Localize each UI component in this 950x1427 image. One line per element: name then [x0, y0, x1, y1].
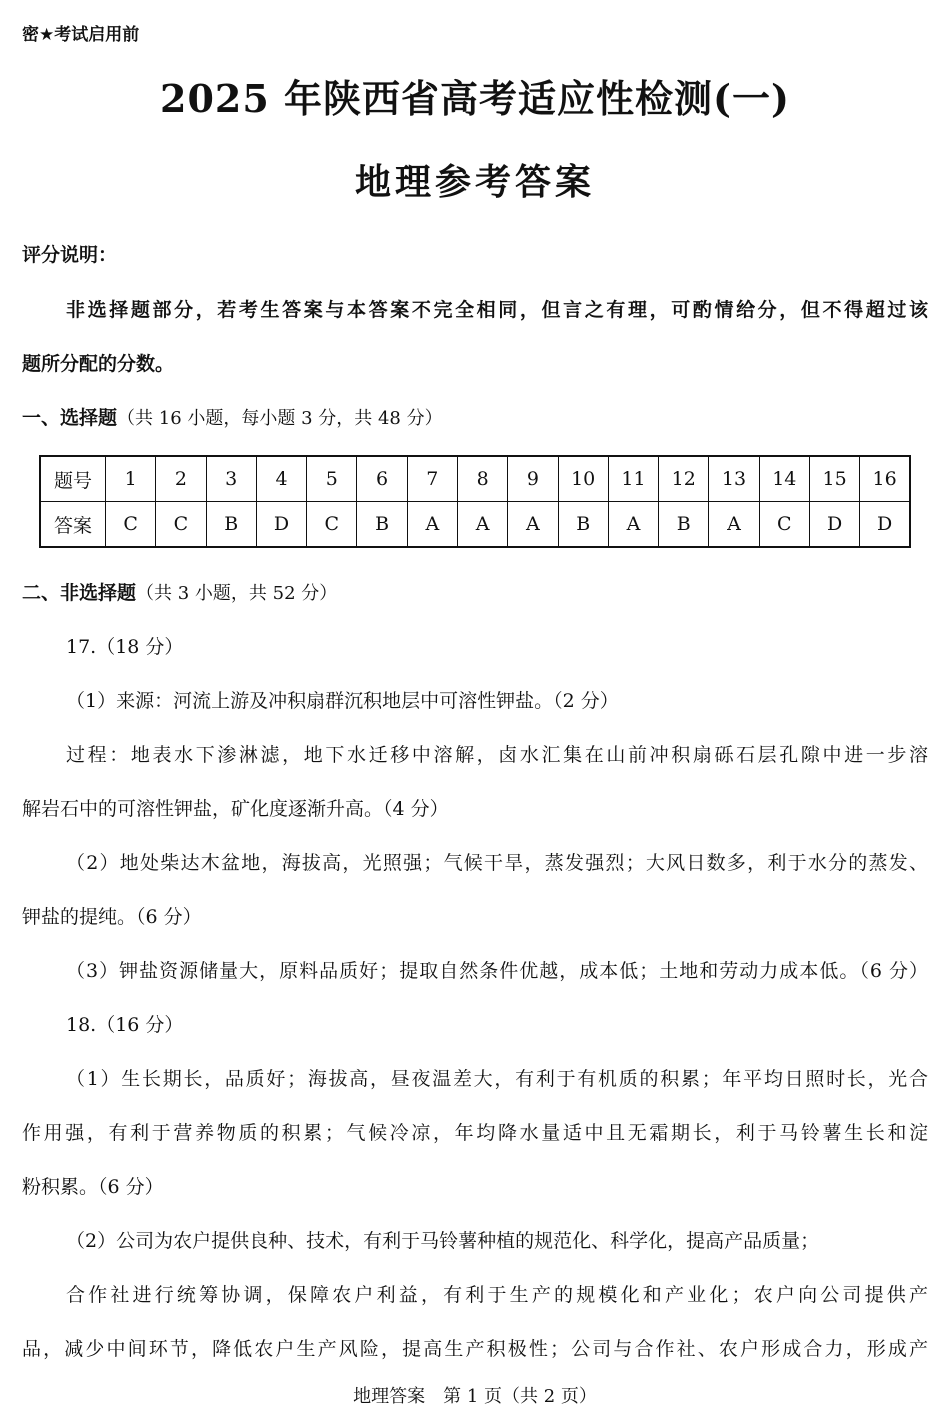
answer-cell: B [357, 502, 407, 548]
answer-line: （1）来源：河流上游及冲积扇群沉积地层中可溶性钾盐。（2 分） [66, 690, 619, 712]
answer-table [39, 455, 911, 548]
answer-cell: B [206, 502, 256, 548]
answer-line: 合作社进行统筹协调，保障农户利益，有利于生产的规模化和产业化；农户向公司提供产 [66, 1284, 928, 1306]
question-number: 4 [256, 456, 306, 502]
answer-line: 18.（16 分） [66, 1014, 184, 1036]
answer-row [40, 502, 910, 548]
answer-cell: C [106, 502, 156, 548]
answer-cell: C [759, 502, 809, 548]
answer-cell: A [407, 502, 457, 548]
question-number: 10 [558, 456, 608, 502]
answer-line: 解岩石中的可溶性钾盐，矿化度逐渐升高。（4 分） [22, 798, 449, 820]
confidential-label: 密★考试启用前 [22, 25, 140, 45]
answer-line: （2）公司为农户提供良种、技术，有利于马铃薯种植的规范化、科学化，提高产品质量； [66, 1230, 820, 1252]
row-header-number: 题号 [40, 456, 106, 502]
exam-title: 2025 年陕西省高考适应性检测(一) [160, 76, 790, 121]
answer-line: 粉积累。（6 分） [22, 1176, 164, 1198]
answer-line: 过程：地表水下渗淋滤，地下水迁移中溶解，卤水汇集在山前冲积扇砾石层孔隙中进一步溶 [66, 744, 928, 766]
answer-cell: B [558, 502, 608, 548]
question-number: 2 [156, 456, 206, 502]
section1-note: （共 16 小题，每小题 3 分，共 48 分） [117, 408, 443, 429]
answer-line: （1）生长期长，品质好；海拔高，昼夜温差大，有利于有机质的积累；年平均日照时长，光合 [66, 1068, 928, 1090]
section2-heading: 二、非选择题 [22, 582, 137, 604]
answer-line: 钾盐的提纯。（6 分） [22, 906, 202, 928]
answer-cell: D [256, 502, 306, 548]
answer-cell: D [860, 502, 910, 548]
scoring-text-line-1: 非选择题部分，若考生答案与本答案不完全相同，但言之有理，可酌情给分，但不得超过该 [66, 299, 928, 321]
answer-cell: A [709, 502, 759, 548]
question-number: 14 [759, 456, 809, 502]
answer-cell: A [508, 502, 558, 548]
question-number: 15 [809, 456, 859, 502]
answer-key-title: 地理参考答案 [354, 162, 595, 203]
section1-header [22, 403, 443, 430]
scoring-heading: 评分说明： [22, 244, 118, 266]
question-number: 9 [508, 456, 558, 502]
answer-cell: C [307, 502, 357, 548]
answer-line: 作用强，有利于营养物质的积累；气候冷凉，年均降水量适中且无霜期长，利于马铃薯生长和淀 [22, 1122, 928, 1144]
section2-header [22, 578, 337, 605]
answer-cell: A [608, 502, 658, 548]
answer-line: 17.（18 分） [66, 636, 184, 658]
answer-cell: B [659, 502, 709, 548]
question-number: 11 [608, 456, 658, 502]
section2-note: （共 3 小题，共 52 分） [136, 583, 338, 604]
question-number: 1 [106, 456, 156, 502]
answer-cell: C [156, 502, 206, 548]
question-number: 6 [357, 456, 407, 502]
question-number: 12 [659, 456, 709, 502]
question-number: 7 [407, 456, 457, 502]
question-number: 3 [206, 456, 256, 502]
question-number-row [40, 456, 910, 502]
answer-line: （2）地处柴达木盆地，海拔高，光照强；气候干旱，蒸发强烈；大风日数多，利于水分的蒸发、 [66, 852, 928, 874]
answer-line: （3）钾盐资源储量大，原料品质好；提取自然条件优越，成本低；土地和劳动力成本低。（6 分） [66, 960, 928, 982]
question-number: 5 [307, 456, 357, 502]
section1-heading: 一、选择题 [22, 407, 118, 429]
question-number: 13 [709, 456, 759, 502]
answer-cell: A [457, 502, 507, 548]
row-header-answer: 答案 [40, 502, 106, 548]
answer-line: 品，减少中间环节，降低农户生产风险，提高生产积极性；公司与合作社、农户形成合力，形成产 [22, 1338, 928, 1360]
question-number: 8 [457, 456, 507, 502]
scoring-text-line-2: 题所分配的分数。 [22, 353, 175, 375]
page-footer: 地理答案 第 1 页（共 2 页） [353, 1386, 597, 1407]
question-number: 16 [860, 456, 910, 502]
answer-cell: D [809, 502, 859, 548]
